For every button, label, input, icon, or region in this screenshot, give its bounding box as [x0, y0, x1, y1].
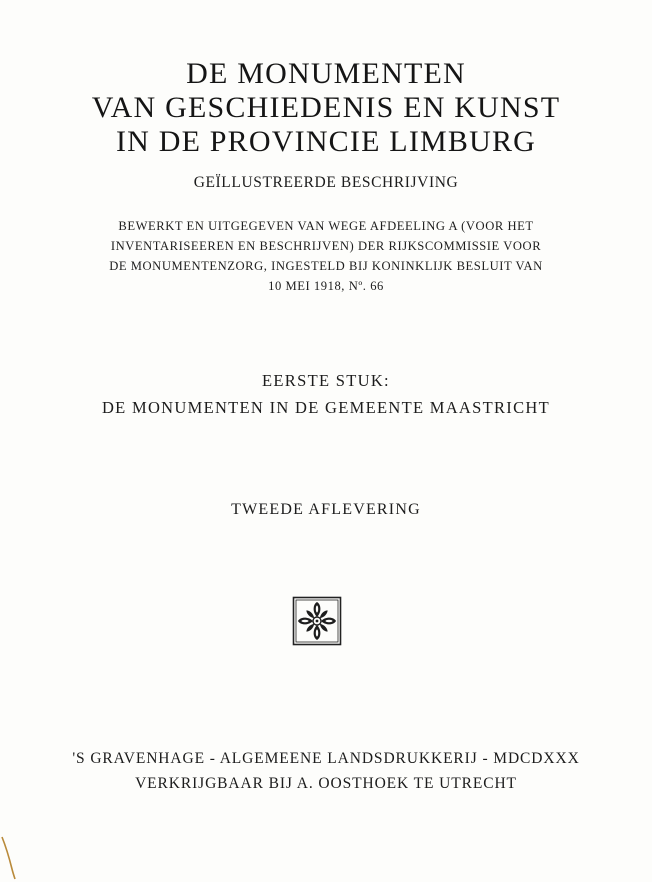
description-line-2: INVENTARISEEREN EN BESCHRIJVEN) DER RIJKSCOMMISSIE VOOR [110, 239, 542, 253]
description-line-1: BEWERKT EN UITGEGEVEN VAN WEGE AFDEELING A (VOOR HET [118, 219, 534, 233]
main-title-line-2: VAN GESCHIEDENIS EN KUNST [91, 91, 561, 124]
rosette-ornament-icon [292, 596, 342, 646]
imprint-line-2: VERKRIJGBAAR BIJ A. OOSTHOEK TE UTRECHT [135, 775, 517, 792]
imprint-line-1: 'S GRAVENHAGE - ALGEMEENE LANDSDRUKKERIJ - MDCDXXX [72, 750, 580, 767]
main-title-line-1: DE MONUMENTEN [186, 57, 466, 90]
part-heading: TWEEDE AFLEVERING [231, 501, 421, 518]
section-heading-line-2: DE MONUMENTEN IN DE GEMEENTE MAASTRICHT [101, 398, 551, 417]
paper-edge-mark [0, 835, 20, 880]
section-heading-line-1: EERSTE STUK: [262, 371, 390, 390]
description-line-3: DE MONUMENTENZORG, INGESTELD BIJ KONINKLIJK BESLUIT VAN [109, 259, 543, 273]
main-title-line-3: IN DE PROVINCIE LIMBURG [115, 125, 537, 158]
description-line-4: 10 MEI 1918, Nº. 66 [268, 279, 384, 293]
subtitle: GEÏLLUSTREERDE BESCHRIJVING [193, 174, 459, 191]
